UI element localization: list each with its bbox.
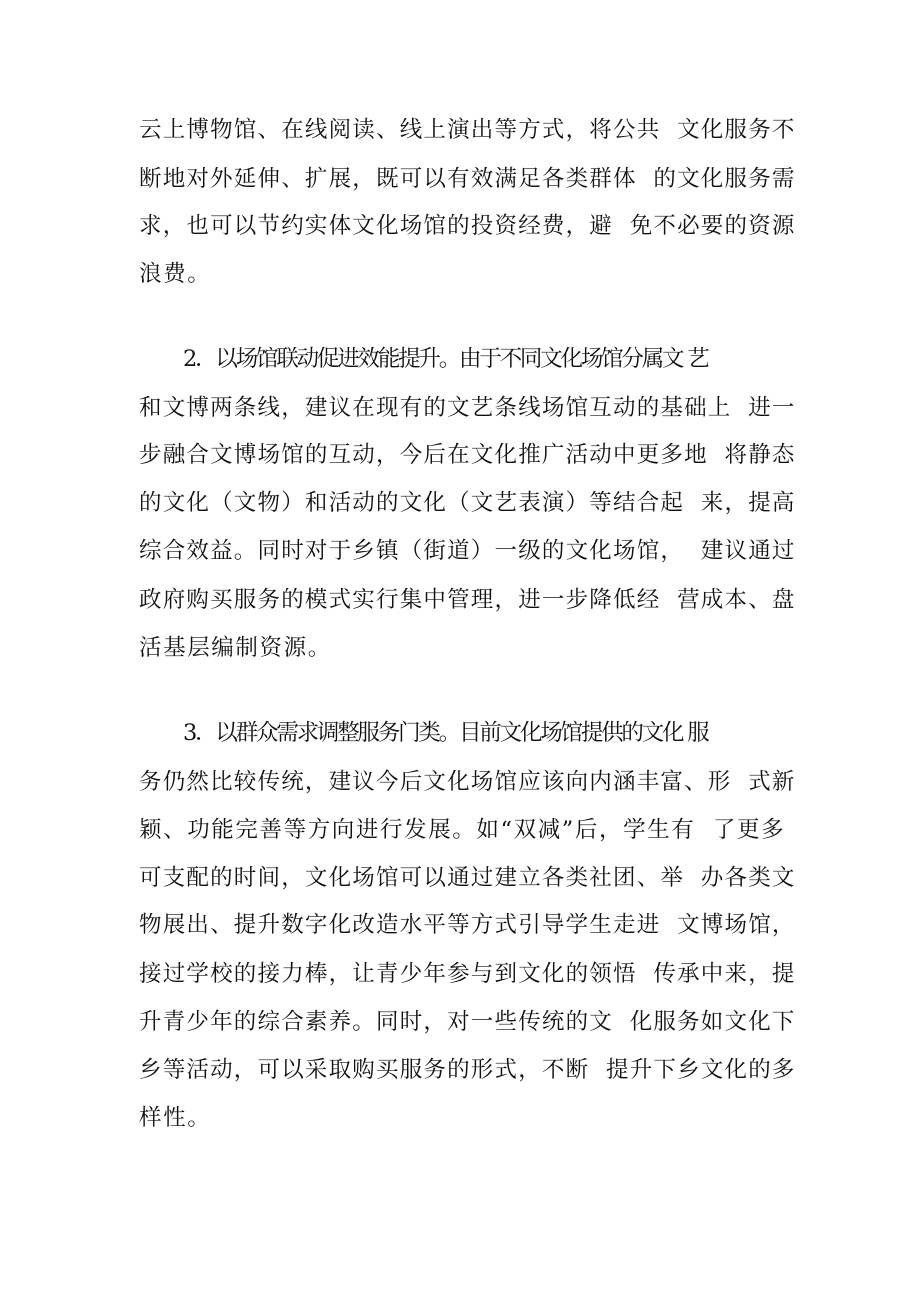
paragraph-line: 颖、功能完善等方向进行发展。如“双减”后，学生有 了更多 [139,817,786,843]
paragraph-line: 的文化（文物）和活动的文化（文艺表演）等结合起 来，提高 [139,490,796,516]
paragraph-line: 步融合文博场馆的互动，今后在文化推广活动中更多地 将静态 [139,442,796,468]
paragraph-first-line: 3．以群众需求调整服务门类。目前文化场馆提供的文化 服 [183,720,708,746]
paragraph-line: 求，也可以节约实体文化场馆的投资经费，避 免不必要的资源 [139,213,796,239]
paragraph-line: 物展出、提升数字化改造水平等方式引导学生走进 文博场馆， [139,912,796,938]
paragraph-line: 可支配的时间，文化场馆可以通过建立各类社团、举 办各类文 [139,865,796,891]
paragraph-line: 政府购买服务的模式实行集中管理，进一步降低经 营成本、盘 [139,587,796,613]
paragraph-line: 接过学校的接力棒，让青少年参与到文化的领悟 传承中来，提 [139,961,796,987]
paragraph-line: 浪费。 [139,261,212,287]
paragraph-line: 升青少年的综合素养。同时，对一些传统的文 化服务如文化下 [139,1009,796,1035]
paragraph-line: 云上博物馆、在线阅读、线上演出等方式，将公共 文化服务不 [139,117,796,143]
paragraph-line: 和文博两条线，建议在现有的文艺条线场馆互动的基础上 进一 [139,395,796,421]
paragraph-line: 断地对外延伸、扩展，既可以有效满足各类群体 的文化服务需 [139,166,796,192]
paragraph-line: 务仍然比较传统，建议今后文化场馆应该向内涵丰富、形 式新 [139,769,796,795]
paragraph-line: 综合效益。同时对于乡镇（街道）一级的文化场馆， 建议通过 [139,538,796,564]
paragraph-line: 活基层编制资源。 [139,635,332,661]
paragraph-line: 样性。 [139,1105,212,1131]
paragraph-line: 乡等活动，可以采取购买服务的形式，不断 提升下乡文化的多 [139,1057,796,1083]
paragraph-first-line: 2．以场馆联动促进效能提升。由于不同文化场馆分属文 艺 [183,346,708,372]
